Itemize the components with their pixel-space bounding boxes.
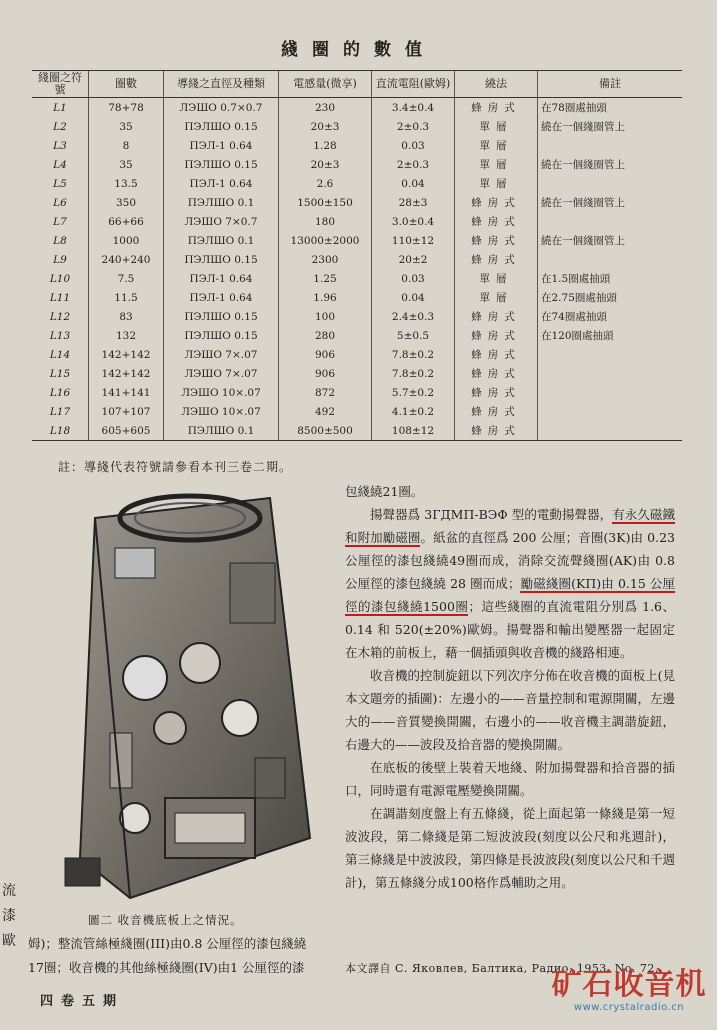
cell-remarks: 在120圈處抽頭 [538,326,683,345]
header-turns: 圈數 [89,71,164,98]
table-row [32,288,682,307]
cell-resistance: 3.4±0.4 [372,98,455,118]
cell-turns: 35 [89,155,164,174]
header-wire: 導綫之直徑及種類 [164,71,279,98]
cell-winding: 蜂房式 [455,383,538,402]
cell-resistance: 4.1±0.2 [372,402,455,421]
left-margin-char: 歐 [2,933,16,949]
cell-resistance: 0.03 [372,269,455,288]
cell-inductance: 20±3 [279,155,372,174]
table-row [32,364,682,383]
cell-wire: ПЭЛ-1 0.64 [164,174,279,193]
header-resistance: 直流電阻(歐姆) [372,71,455,98]
cell-remarks [538,136,683,155]
cell-remarks [538,421,683,441]
cell-remarks [538,402,683,421]
cell-inductance: 20±3 [279,117,372,136]
table-row [32,326,682,345]
cell-winding: 蜂房式 [455,231,538,250]
page-number: 四卷五期 [40,994,125,1009]
cell-remarks [538,174,683,193]
left-margin-char: 流 [2,883,16,899]
cell-coil-symbol: L8 [53,234,67,247]
cell-inductance: 13000±2000 [279,231,372,250]
cell-wire: ПЭЛ-1 0.64 [164,288,279,307]
cell-resistance: 2±0.3 [372,155,455,174]
cell-turns: 78+78 [89,98,164,118]
cell-winding: 蜂房式 [455,402,538,421]
table-row [32,117,682,136]
cell-resistance: 3.0±0.4 [372,212,455,231]
cell-wire: ЛЭШО 10×.07 [164,383,279,402]
cell-coil-symbol: L9 [53,253,67,266]
cell-inductance: 1.28 [279,136,372,155]
table-row [32,136,682,155]
paragraph-dial: 在調諧刻度盤上有五條綫，從上面起第一條綫是第一短波波段，第二條綫是第二短波波段(刻度以公尺和兆週計)，第三條綫是中波波段，第四條是長波波段(刻度以公尺和千週計)，第五條綫分成100格作爲輔助之用。 [345,806,675,890]
header-coil-symbol: 綫圈之符號 [32,71,89,98]
cell-coil-symbol: L5 [53,177,67,190]
table-row [32,383,682,402]
cell-winding: 單層 [455,269,538,288]
cell-wire: ПЭЛ-1 0.64 [164,136,279,155]
cell-inductance: 906 [279,364,372,383]
cell-remarks: 繞在一個綫圈管上 [538,193,683,212]
cell-remarks: 在74圈處抽頭 [538,307,683,326]
cell-wire: ЛЭШО 7×0.7 [164,212,279,231]
paragraph: 包綫繞21圈。 [345,484,424,499]
cell-resistance: 7.8±0.2 [372,345,455,364]
cell-winding: 蜂房式 [455,98,538,118]
cell-resistance: 2±0.3 [372,117,455,136]
table-row [32,421,682,441]
cell-inductance: 2.6 [279,174,372,193]
cell-inductance: 872 [279,383,372,402]
watermark-logo-text: 矿石收音机 [551,967,707,1002]
header-remarks: 備註 [538,71,683,98]
cell-turns: 132 [89,326,164,345]
cell-winding: 單層 [455,288,538,307]
cell-winding: 蜂房式 [455,326,538,345]
cell-remarks [538,383,683,402]
cell-wire: ПЭЛШО 0.15 [164,155,279,174]
header-winding: 繞法 [455,71,538,98]
cell-winding: 蜂房式 [455,364,538,383]
table-header-row [32,71,682,98]
cell-inductance: 2300 [279,250,372,269]
cell-inductance: 1.25 [279,269,372,288]
cell-resistance: 108±12 [372,421,455,441]
table-row [32,307,682,326]
cell-wire: ПЭЛШО 0.15 [164,307,279,326]
left-margin-char: 漆 [2,908,16,924]
chassis-photo [40,478,325,908]
cell-wire: ЛЭШО 7×.07 [164,364,279,383]
cell-resistance: 28±3 [372,193,455,212]
cell-remarks: 繞在一個綫圈管上 [538,117,683,136]
cell-coil-symbol: L3 [53,139,67,152]
cell-winding: 單層 [455,136,538,155]
cell-turns: 35 [89,117,164,136]
cell-winding: 單層 [455,117,538,136]
cell-resistance: 0.04 [372,174,455,193]
cell-turns: 240+240 [89,250,164,269]
cell-coil-symbol: L4 [53,158,67,171]
cell-turns: 1000 [89,231,164,250]
table-row [32,250,682,269]
cell-wire: ЛЭШО 0.7×0.7 [164,98,279,118]
cell-winding: 蜂房式 [455,307,538,326]
cell-turns: 83 [89,307,164,326]
cell-turns: 8 [89,136,164,155]
cell-inductance: 1500±150 [279,193,372,212]
cell-winding: 蜂房式 [455,212,538,231]
cell-winding: 單層 [455,155,538,174]
cell-coil-symbol: L15 [49,367,71,380]
paragraph-controls: 收音機的控制旋鈕以下列次序分佈在收音機的面板上(見本文題旁的插圖)：左邊小的——音量控制和電源開關，左邊大的——音質變換開關，右邊小的——收音機主調諧旋鈕，右邊大的——波段及拾音器的變換開關。 [345,668,675,752]
cell-turns: 107+107 [89,402,164,421]
cell-resistance: 5.7±0.2 [372,383,455,402]
cell-remarks: 在78圈處抽頭 [538,98,683,118]
left-column-line: 17圈；收音機的其他絲極綫圈(IV)由1 公厘徑的漆 [28,960,305,975]
cell-inductance: 230 [279,98,372,118]
cell-resistance: 0.03 [372,136,455,155]
paragraph-text: 揚聲器爲 3ГДМП-ВЭФ 型的電動揚聲器， [370,507,613,522]
table-row [32,269,682,288]
cell-coil-symbol: L17 [49,405,71,418]
cell-resistance: 110±12 [372,231,455,250]
cell-resistance: 7.8±0.2 [372,364,455,383]
paragraph-speaker [345,503,675,664]
cell-winding: 單層 [455,174,538,193]
watermark-url: www.crystalradio.cn [573,1002,685,1013]
cell-wire: ПЭЛ-1 0.64 [164,269,279,288]
cell-coil-symbol: L13 [49,329,71,342]
cell-inductance: 100 [279,307,372,326]
cell-coil-symbol: L7 [53,215,67,228]
cell-winding: 蜂房式 [455,193,538,212]
cell-resistance: 20±2 [372,250,455,269]
cell-turns: 11.5 [89,288,164,307]
cell-wire: ЛЭШО 10×.07 [164,402,279,421]
cell-turns: 7.5 [89,269,164,288]
cell-inductance: 1.96 [279,288,372,307]
cell-coil-symbol: L2 [53,120,67,133]
cell-winding: 蜂房式 [455,345,538,364]
cell-coil-symbol: L11 [49,291,71,304]
table-row [32,212,682,231]
cell-coil-symbol: L1 [53,101,67,114]
table-row [32,193,682,212]
left-column-line: 姆)；整流管絲極綫圈(III)由0.8 公厘徑的漆包綫繞 [28,936,307,951]
cell-wire: ЛЭШО 7×.07 [164,345,279,364]
watermark [548,968,710,1013]
cell-turns: 66+66 [89,212,164,231]
cell-wire: ПЭЛШО 0.1 [164,421,279,441]
cell-remarks: 在1.5圈處抽頭 [538,269,683,288]
underlined-text: 有永久磁鐵和附加勵磁圈 [345,507,675,545]
paragraph-text: 。紙盆的直徑爲 200 公厘；音圈(3K)由 0.23 公厘徑的漆包綫繞49圈而成，消除交流聲綫圈(AK)由 0.8 公厘徑的漆包綫繞 28 圈而成； [345,530,675,591]
cell-remarks: 繞在一個綫圈管上 [538,231,683,250]
cell-wire: ПЭЛШО 0.15 [164,250,279,269]
cell-remarks [538,250,683,269]
cell-wire: ПЭЛШО 0.15 [164,326,279,345]
cell-winding: 蜂房式 [455,421,538,441]
header-inductance: 電感量(微享) [279,71,372,98]
cell-remarks: 繞在一個綫圈管上 [538,155,683,174]
table-row [32,231,682,250]
cell-turns: 13.5 [89,174,164,193]
underlined-text: 勵磁綫圈(KП)由 0.15 公厘徑的漆包綫繞1500圈 [345,576,675,614]
figure-caption: 圖二 收音機底板上之情況。 [88,913,243,927]
cell-remarks [538,364,683,383]
cell-resistance: 0.04 [372,288,455,307]
cell-inductance: 280 [279,326,372,345]
cell-remarks [538,345,683,364]
cell-inductance: 8500±500 [279,421,372,441]
cell-wire: ПЭЛШО 0.1 [164,193,279,212]
paragraph-sockets: 在底板的後壁上裝着天地綫、附加揚聲器和拾音器的插口，同時還有電源電壓變換開關。 [345,760,675,798]
table-footnote: 註：導綫代表符號請參看本刊三卷二期。 [58,460,293,474]
cell-turns: 142+142 [89,345,164,364]
cell-winding: 蜂房式 [455,250,538,269]
cell-wire: ПЭЛШО 0.1 [164,231,279,250]
cell-coil-symbol: L12 [49,310,71,323]
cell-remarks [538,212,683,231]
cell-turns: 141+141 [89,383,164,402]
table-row [32,345,682,364]
cell-turns: 350 [89,193,164,212]
cell-coil-symbol: L6 [53,196,67,209]
cell-wire: ПЭЛШО 0.15 [164,117,279,136]
cell-remarks: 在2.75圈處抽頭 [538,288,683,307]
page-title: 綫圈的數值 [281,40,436,60]
cell-inductance: 492 [279,402,372,421]
cell-coil-symbol: L16 [49,386,71,399]
cell-turns: 142+142 [89,364,164,383]
cell-coil-symbol: L10 [49,272,71,285]
source-citation: 本文譯自 С. Яковлев, Балтика, Радио, 1953, No. 72. [345,962,659,975]
coil-data-table [32,70,682,441]
table-row [32,174,682,193]
cell-inductance: 180 [279,212,372,231]
paragraph-text: ；這些綫圈的直流電阻分別爲 1.6、0.14 和 520(±20%)歐姆。揚聲器和輸出變壓器一起固定在木箱的前板上，藉一個插頭與收音機的綫路相連。 [345,599,676,660]
cell-inductance: 906 [279,345,372,364]
table-row [32,98,682,118]
cell-resistance: 5±0.5 [372,326,455,345]
table-row [32,402,682,421]
table-row [32,155,682,174]
cell-turns: 605+605 [89,421,164,441]
cell-coil-symbol: L18 [32,421,89,441]
article-body [345,480,675,894]
cell-coil-symbol: L14 [49,348,71,361]
cell-resistance: 2.4±0.3 [372,307,455,326]
